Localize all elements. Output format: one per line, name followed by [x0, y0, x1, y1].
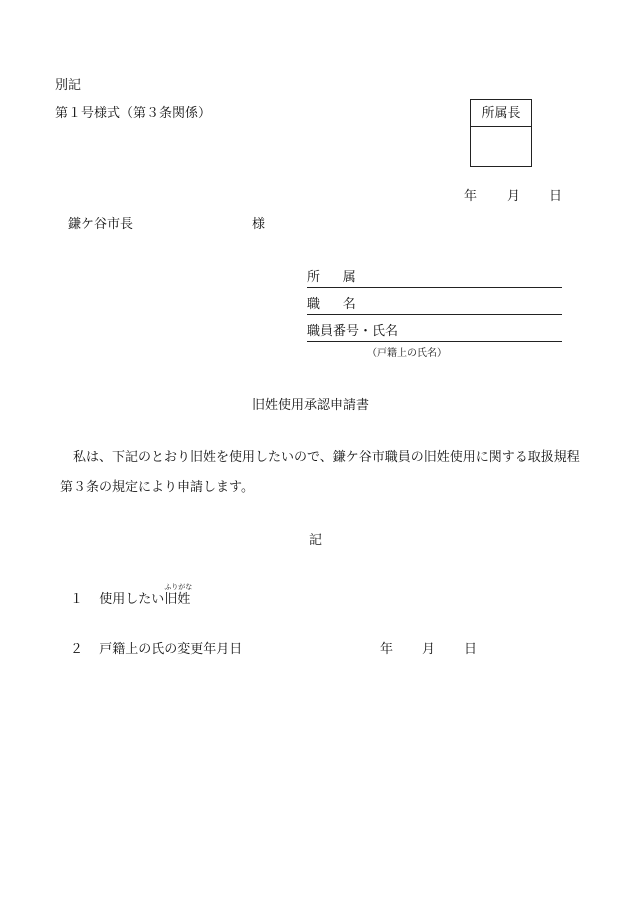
date-month: 月 — [507, 189, 521, 204]
field-label: 職員番号・氏名 — [307, 324, 399, 339]
approval-box-label: 所属長 — [471, 100, 531, 127]
item-term: ふりがな 旧姓 — [164, 583, 193, 607]
applicant-field-name — [307, 324, 562, 342]
date-year: 年 — [464, 189, 478, 204]
approval-stamp-box — [470, 99, 532, 167]
applicant-field-affiliation — [307, 270, 562, 288]
addressee-honorific: 様 — [252, 217, 266, 232]
ki-heading: 記 — [309, 533, 323, 548]
item-1 — [70, 583, 193, 608]
annex-label: 別記 — [55, 78, 82, 93]
item-date-year: 年 — [380, 642, 394, 657]
body-paragraph: 私は、下記のとおり旧姓を使用したいので、鎌ケ谷市職員の旧姓使用に関する取扱規程第３条の規定により申請します。 — [60, 450, 580, 495]
item-label: 戸籍上の氏の変更年月日 — [99, 642, 243, 657]
furigana: ふりがな — [164, 583, 193, 591]
item-number: １ — [70, 592, 84, 607]
item-date-month: 月 — [422, 642, 436, 657]
document-title: 旧姓使用承認申請書 — [252, 398, 370, 413]
item-number: ２ — [70, 642, 84, 657]
addressee-name: 鎌ケ谷市長 — [68, 217, 134, 232]
item-date-day: 日 — [464, 642, 478, 657]
applicant-field-position — [307, 297, 562, 315]
form-title: 第１号様式（第３条関係） — [55, 106, 212, 121]
item-label: 使用したい — [99, 592, 165, 607]
name-note: （戸籍上の氏名） — [367, 348, 447, 359]
field-label: 所属 — [307, 270, 379, 285]
date-day: 日 — [549, 189, 563, 204]
field-label: 職名 — [307, 297, 379, 312]
